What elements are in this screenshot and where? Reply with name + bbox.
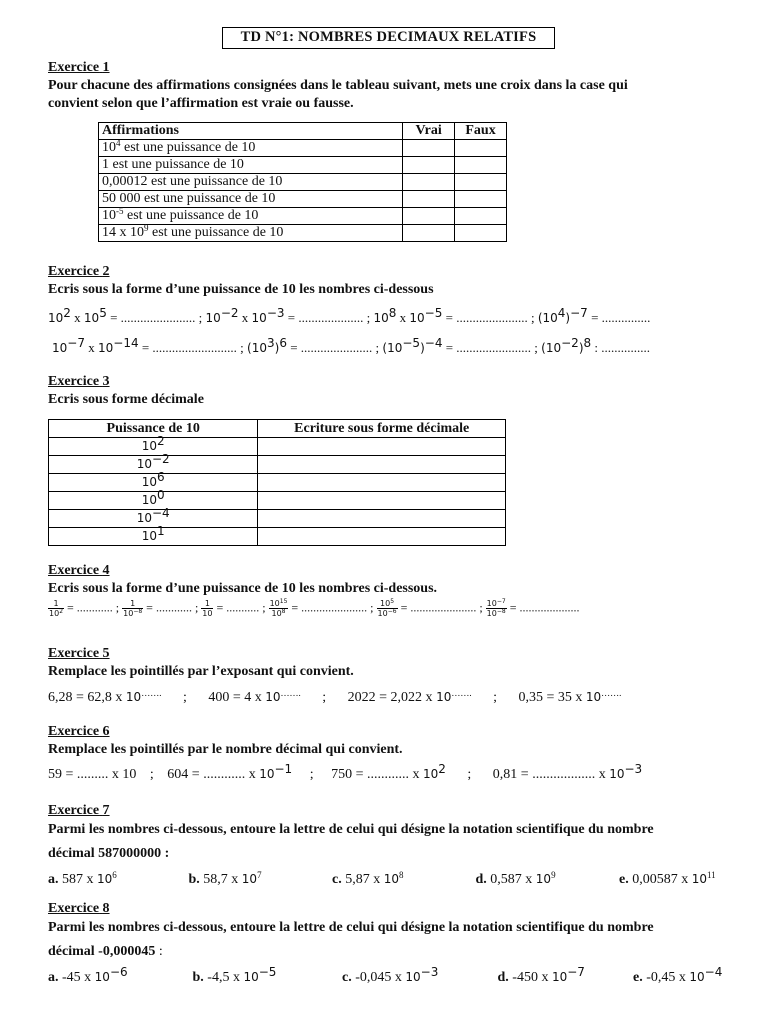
vrai-checkbox-cell[interactable]: [403, 225, 455, 242]
exercise-4-instruction: Ecris sous la forme d’une puissance de 10 les nombres ci-dessous.: [48, 581, 438, 596]
table-row: [49, 492, 506, 510]
exercise-7-instruction-line2: décimal 587000000 :: [48, 846, 170, 861]
exercise-5-instruction: Remplace les pointillés par l’exposant qui convient.: [48, 664, 354, 679]
exercise-6-heading: Exercice 6: [48, 724, 110, 739]
table-row: [99, 157, 507, 174]
fraction: $\frac{10^5}{10^{-6}}$: [377, 598, 397, 618]
exercise-7-heading: Exercice 7: [48, 803, 110, 818]
exercise-2-instruction: Ecris sous la forme d’une puissance de 10 les nombres ci-dessous: [48, 282, 434, 297]
faux-checkbox-cell[interactable]: [455, 208, 507, 225]
exercise-7-instruction-line1: Parmi les nombres ci-dessous, entoure la lettre de celui qui désigne la notation scientifique du nombre: [48, 822, 654, 837]
vrai-checkbox-cell[interactable]: [403, 157, 455, 174]
affirmation-cell: $10^4$ est une puissance de 10: [99, 140, 403, 157]
faux-checkbox-cell[interactable]: [455, 157, 507, 174]
answer-cell[interactable]: [258, 456, 506, 474]
exercise-8-instruction-line2: décimal -0,000045 :: [48, 944, 163, 959]
power-cell: $10^1$: [49, 528, 258, 546]
header-faux: Faux: [455, 123, 507, 140]
table-row: [49, 456, 506, 474]
answer-cell[interactable]: [258, 510, 506, 528]
header-ecriture: Ecriture sous forme décimale: [258, 420, 506, 438]
option-c[interactable]: c. -0,045 x $10^{-3}$: [342, 965, 439, 985]
affirmation-cell: 0,00012 est une puissance de 10: [99, 174, 403, 191]
table-row: [99, 225, 507, 242]
answer-cell[interactable]: [258, 492, 506, 510]
exercise-2-line2: $10^{-7}$ x $10^{-14}$ = .......................... ; $(10^3)^6$ = ...................... ; $(10^{-5})^{-4}$ = ....................... ; $(10^{-2})^8$ : ...............: [52, 336, 651, 355]
power-cell: $10^{-2}$: [49, 456, 258, 474]
power-cell: $10^2$: [49, 438, 258, 456]
power-cell: $10^0$: [49, 492, 258, 510]
exercise-6-items: 59 = ......... x 10 ; 604 = ............ x $10^{-1}$ ; 750 = ............ x $10^2$ ; 0,81 = .................. x $10^{-3}$: [48, 762, 643, 782]
header-vrai: Vrai: [403, 123, 455, 140]
option-b[interactable]: b. 58,7 x $10^7$: [188, 870, 262, 887]
table-row: [49, 474, 506, 492]
answer-cell[interactable]: [258, 438, 506, 456]
table-row: [49, 438, 506, 456]
vrai-checkbox-cell[interactable]: [403, 191, 455, 208]
table-row: [49, 510, 506, 528]
fraction: $\frac{1}{10^2}$: [49, 599, 64, 618]
exercise-4-fractions: $\frac{1}{10^2}$ = ............ ; $\frac{1}{10^{-8}}$ = ............ ; $\frac{1}{10}$ = ........... ; $\frac{10^{15}}{10^8}$ = ...................... ; $\frac{10^5}{10^{-6}}$ = ...................... ; $\frac{10^{-7}}{10^{-8}}$ = ....................: [49, 598, 580, 618]
affirmation-cell: 14 x $10^9$ est une puissance de 10: [99, 225, 403, 242]
answer-cell[interactable]: [258, 474, 506, 492]
header-affirmations: Affirmations: [99, 123, 403, 140]
fraction: $\frac{1}{10}$: [202, 599, 213, 618]
power-cell: $10^6$: [49, 474, 258, 492]
header-puissance: Puissance de 10: [49, 420, 258, 438]
option-d[interactable]: d. -450 x $10^{-7}$: [497, 965, 585, 985]
table-row: [99, 191, 507, 208]
vrai-checkbox-cell[interactable]: [403, 208, 455, 225]
page-title: TD N°1: NOMBRES DECIMAUX RELATIFS: [222, 27, 555, 49]
affirmations-table: [98, 122, 507, 242]
option-a[interactable]: a. -45 x $10^{-6}$: [48, 965, 128, 985]
affirmation-cell: 50 000 est une puissance de 10: [99, 191, 403, 208]
option-a[interactable]: a. 587 x $10^6$: [48, 870, 117, 887]
exercise-1-instruction-line1: Pour chacune des affirmations consignées dans le tableau suivant, mets une croix dans la case qui: [48, 78, 628, 93]
exercise-3-instruction: Ecris sous forme décimale: [48, 392, 204, 407]
vrai-checkbox-cell[interactable]: [403, 140, 455, 157]
exercise-8-options: [48, 965, 723, 986]
table-row: [99, 140, 507, 157]
vrai-checkbox-cell[interactable]: [403, 174, 455, 191]
table-row: [49, 528, 506, 546]
option-b[interactable]: b. -4,5 x $10^{-5}$: [192, 965, 277, 985]
faux-checkbox-cell[interactable]: [455, 174, 507, 191]
exercise-8-heading: Exercice 8: [48, 901, 110, 916]
faux-checkbox-cell[interactable]: [455, 191, 507, 208]
exercise-1-instruction-line2: convient selon que l’affirmation est vraie ou fausse.: [48, 96, 354, 111]
fraction: $\frac{10^{15}}{10^8}$: [269, 598, 288, 618]
exercise-5-items: 6,28 = 62,8 x 10……. ; 400 = 4 x 10……. ; 2022 = 2,022 x 10……. ; 0,35 = 35 x 10…….: [48, 688, 622, 705]
faux-checkbox-cell[interactable]: [455, 225, 507, 242]
exercise-2-heading: Exercice 2: [48, 264, 110, 279]
power-cell: $10^{-4}$: [49, 510, 258, 528]
fraction: $\frac{10^{-7}}{10^{-8}}$: [486, 598, 506, 618]
table-row: [99, 174, 507, 191]
option-e[interactable]: e. -0,45 x $10^{-4}$: [633, 965, 723, 985]
exercise-5-heading: Exercice 5: [48, 646, 110, 661]
fraction: $\frac{1}{10^{-8}}$: [123, 599, 143, 618]
exercise-6-instruction: Remplace les pointillés par le nombre décimal qui convient.: [48, 742, 403, 757]
faux-checkbox-cell[interactable]: [455, 140, 507, 157]
exercise-8-instruction-line1: Parmi les nombres ci-dessous, entoure la lettre de celui qui désigne la notation scientifique du nombre: [48, 920, 654, 935]
exercise-1-heading: Exercice 1: [48, 60, 110, 75]
option-e[interactable]: e. 0,00587 x $10^{11}$: [619, 870, 716, 887]
option-d[interactable]: d. 0,587 x $10^9$: [475, 870, 556, 887]
exercise-7-options: [48, 872, 716, 888]
affirmation-cell: 1 est une puissance de 10: [99, 157, 403, 174]
exercise-4-heading: Exercice 4: [48, 563, 110, 578]
exercise-2-line1: $10^2$ x $10^5$ = ....................... ; $10^{-2}$ x $10^{-3}$ = .................... ; $10^8$ x $10^{-5}$ = ...................... ; $(10^4)^{-7}$ = ...............: [48, 306, 651, 325]
table-row: [99, 208, 507, 225]
affirmation-cell: $10^{-5}$ est une puissance de 10: [99, 208, 403, 225]
exercise-3-heading: Exercice 3: [48, 374, 110, 389]
option-c[interactable]: c. 5,87 x $10^8$: [332, 870, 404, 887]
answer-cell[interactable]: [258, 528, 506, 546]
decimal-writing-table: [48, 419, 506, 546]
